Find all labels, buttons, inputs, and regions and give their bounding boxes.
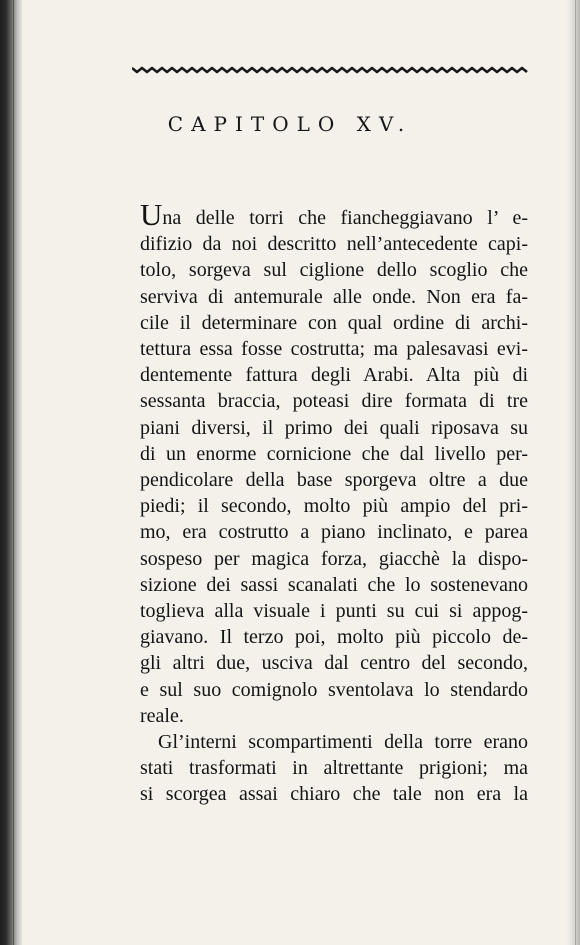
text-line: tolo, sorgeva sul ciglione dello scoglio che [140,259,528,282]
text-line: stati trasformati in altrettante prigioni; ma [140,757,528,780]
ornamental-rule [132,64,530,76]
text-line: si scorgea assai chiaro che tale non era la [140,783,528,806]
text-line: gli altri due, usciva dal centro del secondo, [140,652,528,675]
text-line: sospeso per magica forza, giacchè la dispo- [140,547,528,570]
page-edge [566,0,580,945]
paragraph-2 [140,729,528,808]
text-line: Gl’interni scompartimenti della torre erano [158,731,528,754]
text-line: serviva di antemurale alle onde. Non era fa- [140,285,528,308]
text-line: e sul suo comignolo sventolava lo stendardo [140,678,528,701]
text-line: difizio da noi descritto nell’antecedente capi- [140,233,528,256]
body-text [140,205,528,808]
text-line: cile il determinare con qual ordine di archi- [140,311,528,334]
text-line: sessanta braccia, poteasi dire formata di tre [140,390,528,413]
text-line: toglieva alla visuale i punti su cui si appog- [140,600,528,623]
binding-line [13,0,14,945]
binding-edge [0,0,22,945]
text-line: dentemente fattura degli Arabi. Alta più di [140,364,528,387]
chapter-title: CAPITOLO XV. [167,112,413,136]
text-line: sizione dei sassi scanalati che lo sostenevano [140,573,528,596]
text-line: piani diversi, il primo dei quali riposava su [140,416,528,439]
page-edge-line [575,0,576,945]
text-line: pendicolare della base sporgeva oltre a due [140,469,528,492]
text-line: di un enorme cornicione che dal livello per- [140,442,528,465]
drop-cap: U [140,205,163,232]
text-line: piedi; il secondo, molto più ampio del pri- [140,495,528,518]
text-line: reale. [140,704,184,727]
text-line: mo, era costrutto a piano inclinato, e parea [140,521,528,544]
first-line-text: na delle torri che fiancheggiavano l’ e- [162,207,528,229]
text-line: giavano. Il terzo poi, molto più piccolo de- [140,626,528,649]
text-line [140,205,528,231]
paragraph-1 [140,205,528,729]
text-line: tettura essa fosse costrutta; ma palesavasi evi- [140,338,528,361]
